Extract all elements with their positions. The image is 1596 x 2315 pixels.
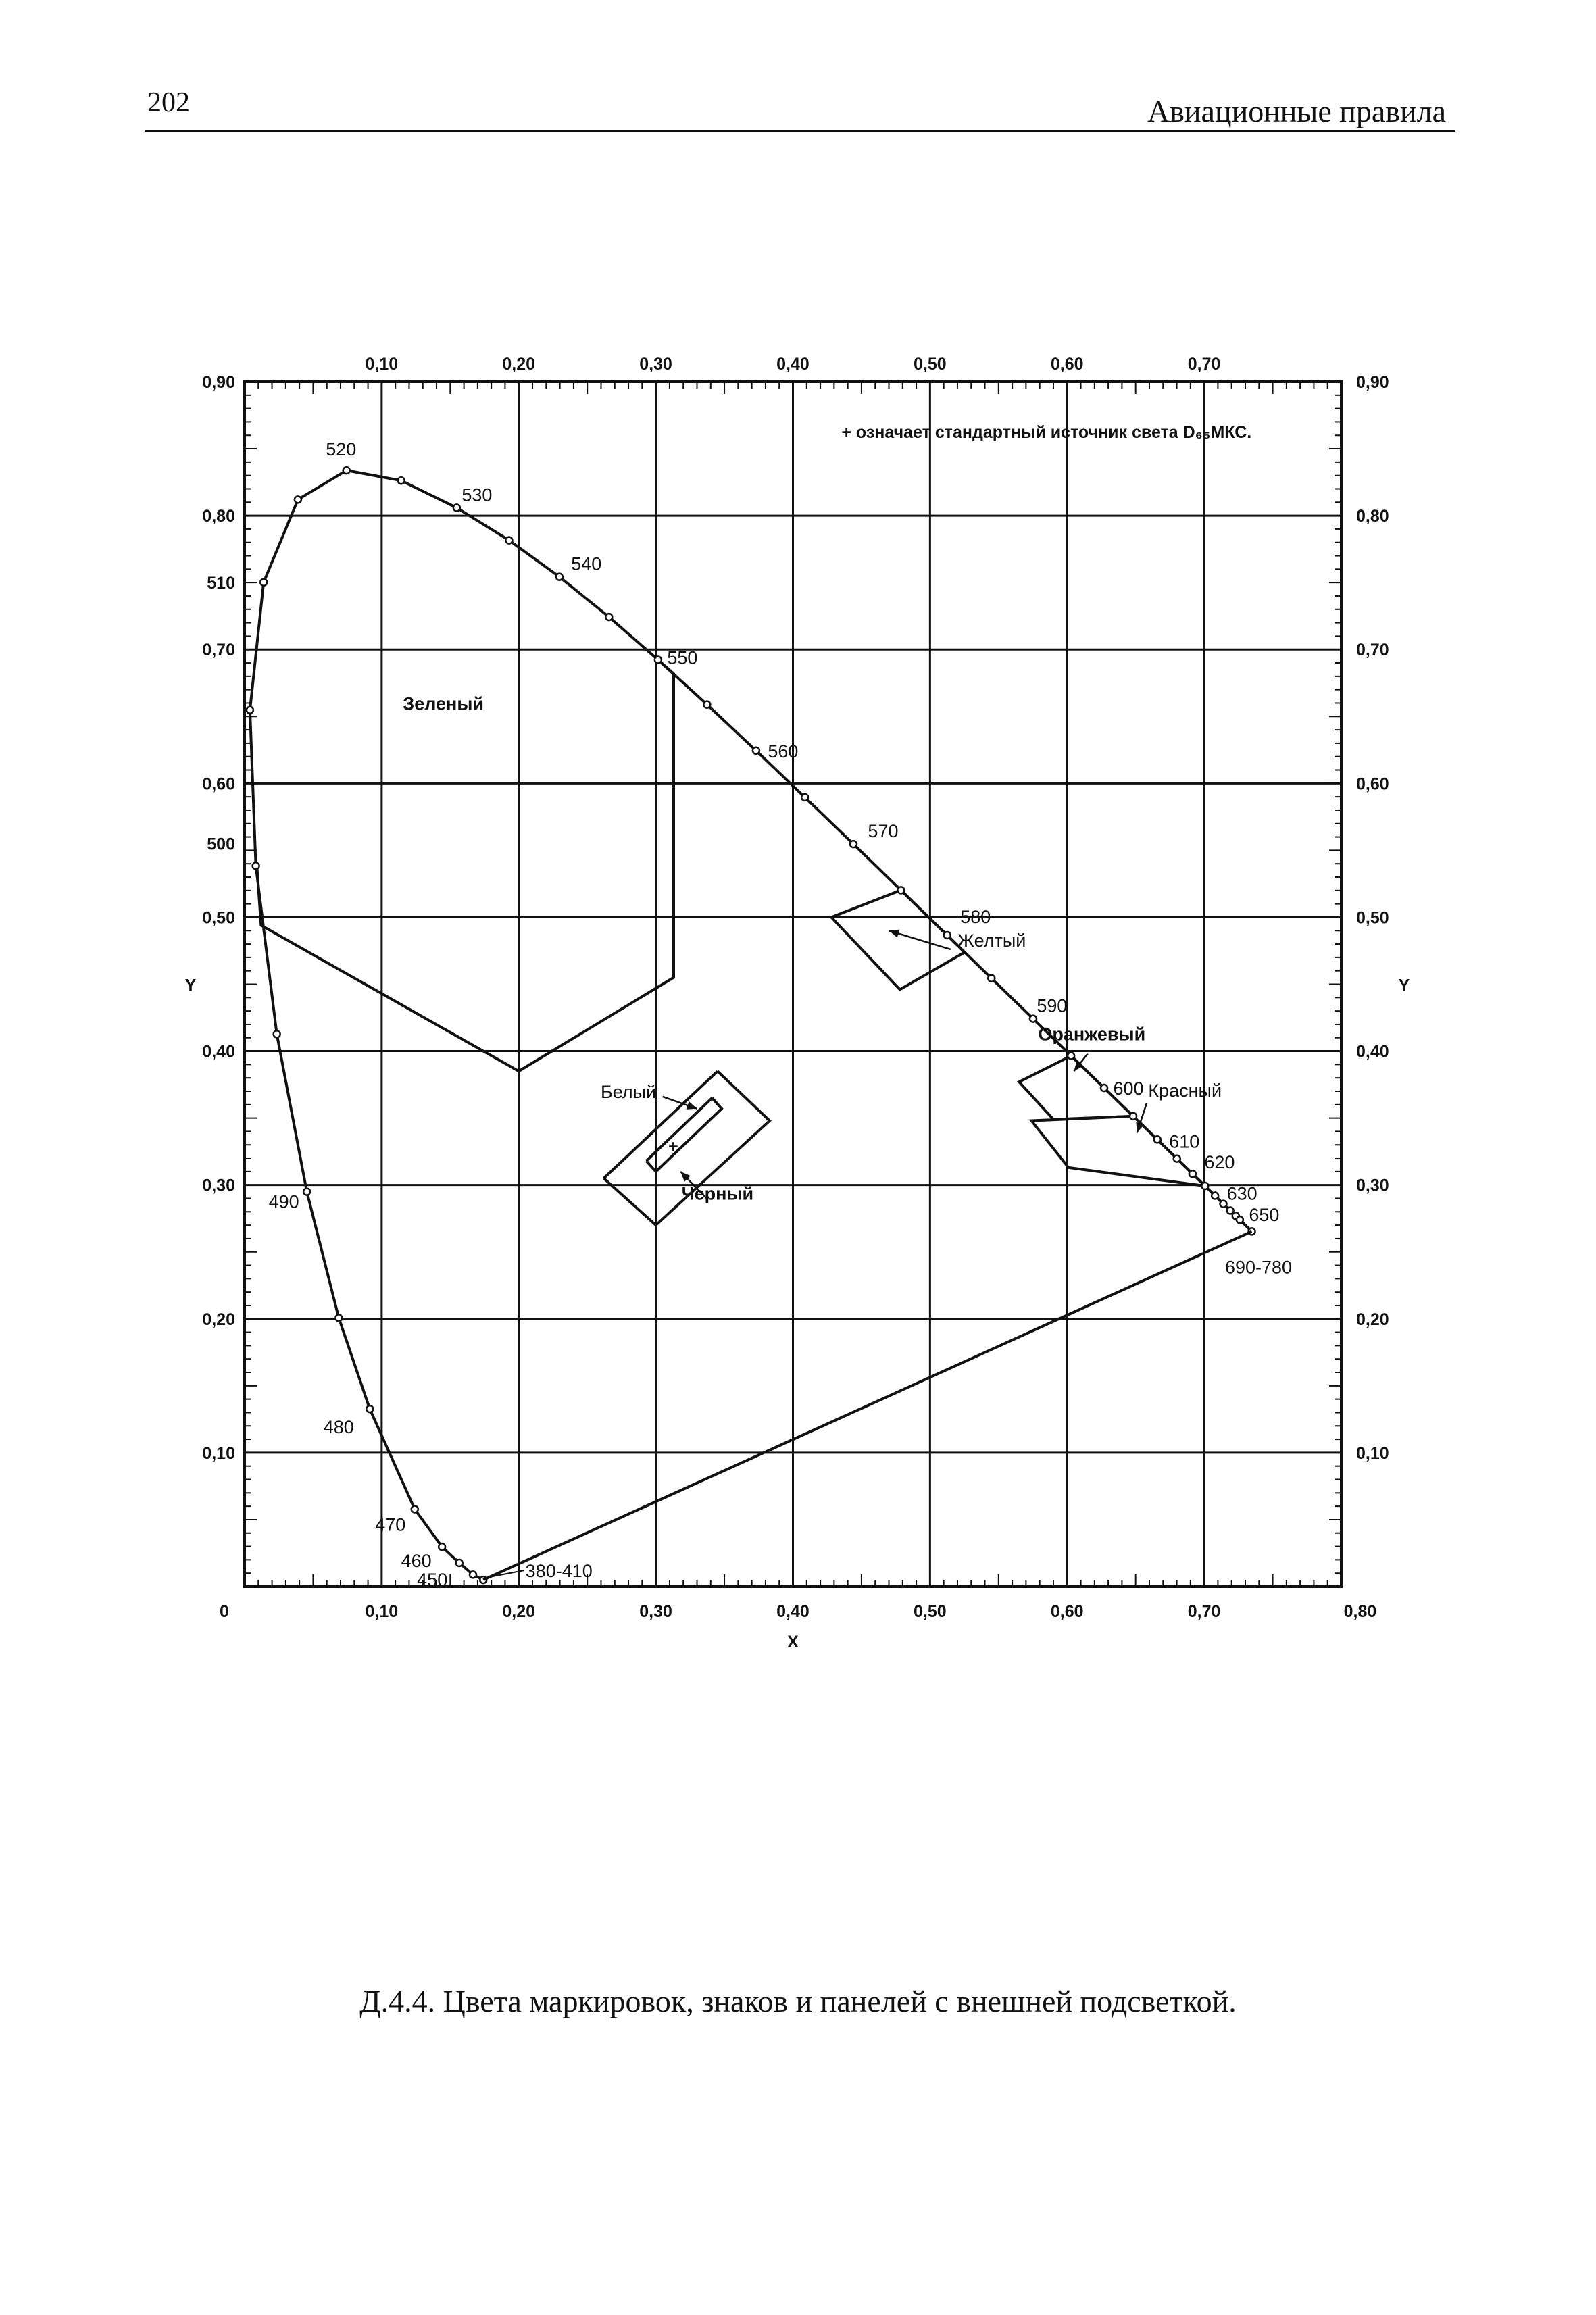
- region-label: Красный: [1148, 1080, 1222, 1101]
- locus-point: [453, 504, 460, 511]
- y-tick-label-right: 0,30: [1356, 1176, 1389, 1195]
- locus-point: [274, 1030, 280, 1037]
- locus-point: [988, 975, 995, 982]
- locus-point: [295, 496, 301, 503]
- wavelength-label: 560: [768, 741, 799, 762]
- locus-point: [1101, 1085, 1107, 1091]
- wavelength-label: 480: [323, 1417, 354, 1438]
- running-title: Авиационные правила: [1147, 94, 1446, 128]
- d65-marker: +: [668, 1137, 678, 1157]
- y-tick-label-right: 0,90: [1356, 373, 1389, 392]
- locus-point: [412, 1505, 418, 1512]
- wavelength-label: 490: [268, 1191, 299, 1212]
- region-label: Белый: [601, 1081, 657, 1102]
- x-tick-label-top: 0,30: [639, 355, 672, 374]
- locus-point: [1189, 1170, 1196, 1177]
- y-extra-label-left: 500: [207, 835, 235, 854]
- wavelength-label: 520: [326, 439, 357, 460]
- x-tick-label-top: 0,10: [365, 355, 399, 374]
- wavelength-label: 460: [401, 1551, 432, 1572]
- locus-point: [1201, 1183, 1208, 1189]
- y-tick-label-left: 0,50: [202, 908, 235, 928]
- wavelength-label: 630: [1226, 1183, 1257, 1204]
- x-axis-title: X: [787, 1633, 799, 1651]
- page-number: 202: [147, 87, 190, 118]
- wavelength-label: 550: [667, 647, 698, 668]
- x-tick-label-bottom: 0: [220, 1602, 229, 1621]
- chart-labels: [185, 355, 1410, 1651]
- grid-lines: [245, 382, 1341, 1587]
- wavelength-label: 690-780: [1224, 1257, 1293, 1278]
- x-tick-label-bottom: 0,60: [1050, 1602, 1084, 1621]
- locus-point: [260, 579, 267, 586]
- y-tick-label-left: 0,70: [202, 641, 235, 660]
- wavelength-label: 620: [1204, 1152, 1235, 1173]
- locus-point: [343, 467, 350, 474]
- arrow-head: [889, 930, 900, 938]
- locus-point: [1227, 1208, 1234, 1214]
- x-tick-label-top: 0,40: [776, 355, 809, 374]
- locus-point: [1212, 1193, 1218, 1199]
- locus-point: [470, 1571, 476, 1578]
- locus-point: [1237, 1216, 1243, 1223]
- y-tick-label-left: 0,60: [202, 774, 235, 794]
- y-tick-label-left: 0,30: [202, 1176, 235, 1195]
- x-tick-label-top: 0,60: [1050, 355, 1084, 374]
- figure-caption: Д.4.4. Цвета маркировок, знаков и панелей с внешней подсветкой.: [359, 1984, 1237, 2018]
- y-tick-label-right: 0,50: [1356, 908, 1389, 928]
- wavelength-label: 540: [571, 553, 602, 574]
- color-regions: [257, 659, 1205, 1225]
- locus-point: [753, 747, 759, 754]
- locus-point: [944, 932, 951, 939]
- region-boundary: [646, 1098, 722, 1172]
- wavelength-label: 590: [1037, 995, 1068, 1016]
- wavelength-label: 650: [1249, 1205, 1280, 1226]
- region-boundary: [257, 659, 674, 1071]
- x-tick-label-bottom: 0,10: [365, 1602, 399, 1621]
- locus-point: [1220, 1201, 1227, 1208]
- locus-point: [1068, 1052, 1074, 1059]
- wavelength-label: 610: [1169, 1131, 1200, 1152]
- locus-point: [850, 841, 857, 847]
- locus-point: [335, 1314, 342, 1321]
- wavelength-label: 580: [960, 906, 991, 927]
- y-tick-label-right: 0,60: [1356, 774, 1389, 794]
- locus-point: [605, 614, 612, 620]
- y-tick-label-right: 0,80: [1356, 507, 1389, 526]
- locus-point: [897, 887, 904, 893]
- x-tick-label-bottom: 0,20: [502, 1602, 536, 1621]
- locus-point: [439, 1543, 445, 1550]
- x-tick-label-top: 0,70: [1187, 355, 1221, 374]
- wavelength-label: 600: [1113, 1078, 1144, 1099]
- wavelength-label: 380-410: [525, 1561, 593, 1582]
- arrow-head: [687, 1101, 697, 1110]
- x-tick-label-bottom: 0,80: [1343, 1602, 1377, 1621]
- locus-point: [1030, 1016, 1037, 1022]
- wavelength-label: 470: [375, 1514, 406, 1535]
- x-tick-label-top: 0,20: [502, 355, 536, 374]
- x-tick-label-bottom: 0,30: [639, 1602, 672, 1621]
- purple-line: [483, 1231, 1251, 1580]
- y-axis-title-right: Y: [1398, 976, 1410, 995]
- y-extra-label-left: 510: [207, 574, 235, 593]
- locus-point: [456, 1560, 463, 1566]
- locus-point: [655, 656, 662, 663]
- wavelength-label: 450: [417, 1569, 448, 1590]
- y-tick-label-right: 0,70: [1356, 641, 1389, 660]
- region-label: Черный: [681, 1183, 754, 1204]
- locus-point: [1130, 1113, 1137, 1120]
- x-tick-label-bottom: 0,70: [1187, 1602, 1221, 1621]
- locus-point: [556, 574, 563, 580]
- locus-point: [505, 537, 512, 544]
- y-tick-label-left: 0,10: [202, 1443, 235, 1463]
- wavelength-label: 530: [462, 484, 493, 505]
- locus-point: [247, 707, 253, 714]
- region-label: Оранжевый: [1038, 1024, 1146, 1045]
- x-tick-label-top: 0,50: [914, 355, 947, 374]
- region-label: Зеленый: [403, 693, 484, 714]
- y-axis-title-left: Y: [184, 976, 197, 995]
- region-label: Желтый: [957, 930, 1026, 951]
- illuminant-note: + означает стандартный источник света D₆₅МКС.: [841, 423, 1252, 443]
- y-tick-label-right: 0,10: [1356, 1443, 1389, 1463]
- y-tick-label-right: 0,40: [1356, 1042, 1389, 1062]
- locus-point: [801, 794, 808, 801]
- y-tick-label-left: 0,90: [202, 373, 235, 392]
- y-tick-label-left: 0,80: [202, 507, 235, 526]
- x-tick-label-bottom: 0,50: [914, 1602, 947, 1621]
- y-tick-label-right: 0,20: [1356, 1310, 1389, 1329]
- locus-point: [1154, 1136, 1161, 1143]
- locus-point: [703, 701, 710, 708]
- region-boundary: [831, 890, 964, 989]
- locus-point: [303, 1189, 310, 1195]
- locus-point: [253, 862, 259, 869]
- y-tick-label-left: 0,40: [202, 1042, 235, 1062]
- x-tick-label-bottom: 0,40: [776, 1602, 809, 1621]
- y-tick-label-left: 0,20: [202, 1310, 235, 1329]
- locus-point: [398, 477, 405, 484]
- locus-point: [1174, 1155, 1180, 1162]
- locus-point: [366, 1405, 373, 1412]
- wavelength-label: 570: [868, 821, 899, 842]
